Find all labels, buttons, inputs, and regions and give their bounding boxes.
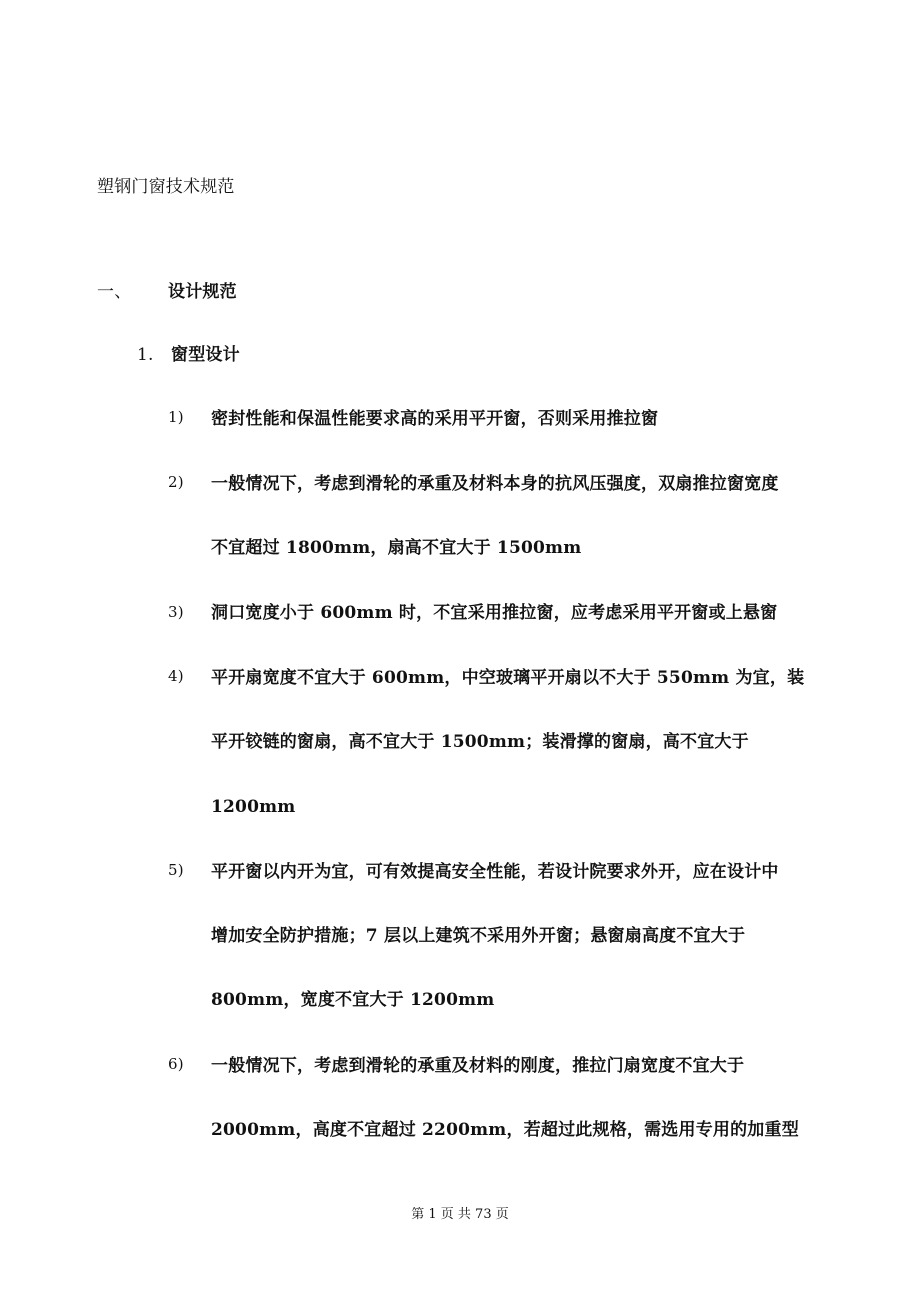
list-item-number: 1) [168, 408, 184, 426]
list-item-text: 一般情况下，考虑到滑轮的承重及材料的刚度，推拉门扇宽度不宜大于 [211, 1056, 745, 1076]
list-item-number: 5) [168, 861, 184, 879]
list-item-text: 洞口宽度小于 600mm 时，不宜采用推拉窗，应考虑采用平开窗或上悬窗 [211, 603, 778, 623]
list-item-number: 4) [168, 667, 184, 685]
list-item-text: 平开扇宽度不宜大于 600mm，中空玻璃平开扇以不大于 550mm 为宜，装 [211, 668, 805, 688]
page-footer: 第 1 页 共 73 页 [411, 1207, 509, 1222]
list-item-text: 平开铰链的窗扇，高不宜大于 1500mm；装滑撑的窗扇，高不宜大于 [211, 732, 749, 752]
list-item-number: 3) [168, 603, 184, 621]
list-item-number: 2) [168, 473, 184, 491]
section-number: 一、 [97, 282, 132, 302]
subsection-number: 1. [137, 345, 154, 365]
list-item-text: 平开窗以内开为宜，可有效提高安全性能，若设计院要求外开，应在设计中 [211, 862, 779, 882]
subsection-title: 窗型设计 [171, 345, 240, 365]
section-title: 设计规范 [168, 282, 237, 302]
list-item-text: 1200mm [211, 797, 296, 817]
list-item-text: 800mm，宽度不宜大于 1200mm [211, 990, 495, 1010]
document-title: 塑钢门窗技术规范 [97, 177, 235, 197]
list-item-text: 增加安全防护措施；7 层以上建筑不采用外开窗；悬窗扇高度不宜大于 [211, 926, 746, 946]
list-item-text: 一般情况下，考虑到滑轮的承重及材料本身的抗风压强度，双扇推拉窗宽度 [211, 474, 779, 494]
list-item-text: 2000mm，高度不宜超过 2200mm，若超过此规格，需选用专用的加重型 [211, 1120, 799, 1140]
list-item-text: 密封性能和保温性能要求高的采用平开窗，否则采用推拉窗 [211, 409, 659, 429]
list-item-text: 不宜超过 1800mm，扇高不宜大于 1500mm [211, 538, 582, 558]
list-item-number: 6) [168, 1055, 184, 1073]
